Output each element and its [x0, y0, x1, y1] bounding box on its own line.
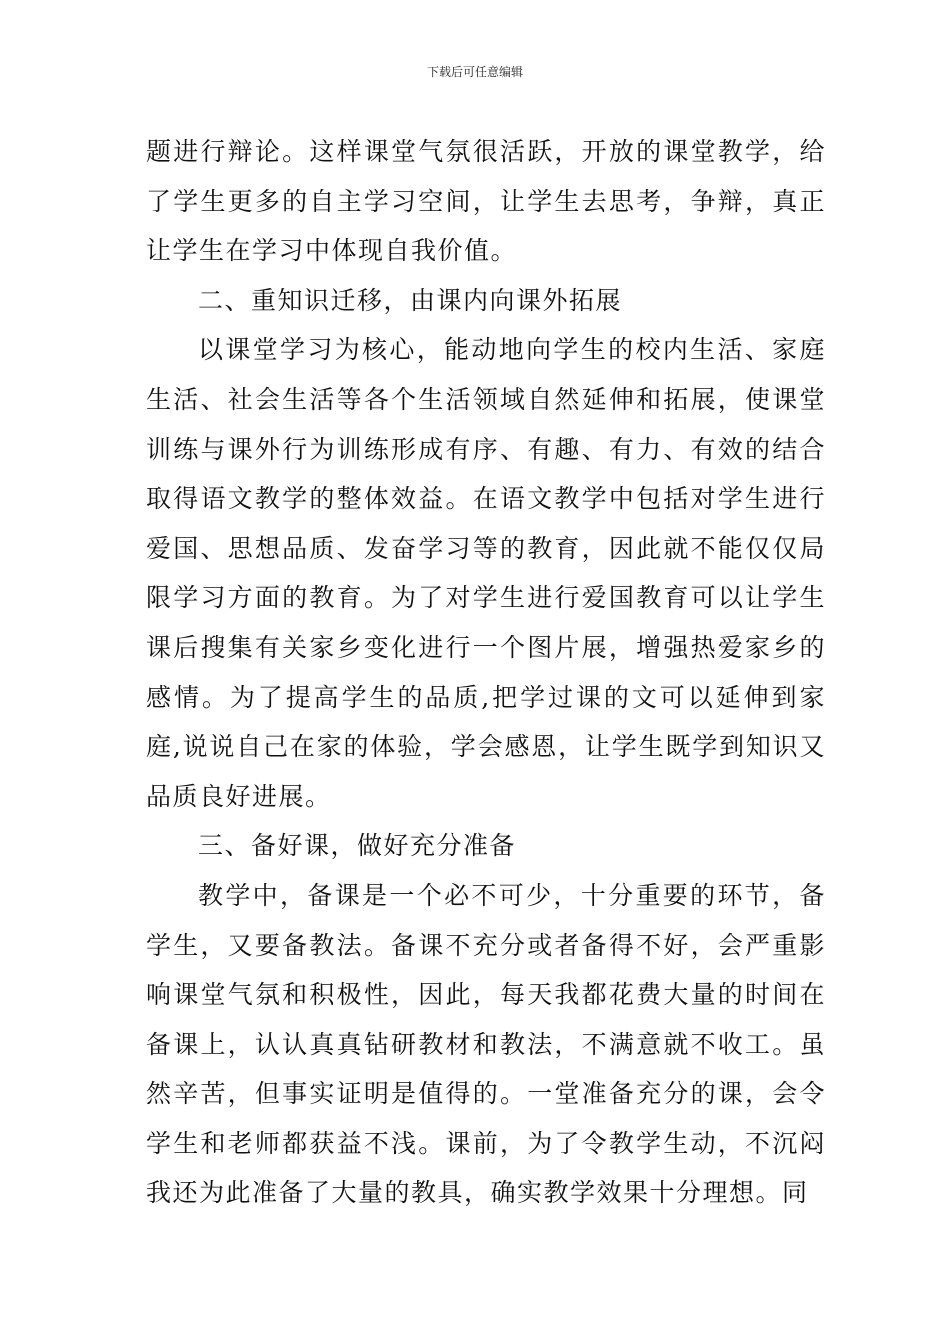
page-header: 下载后可任意编辑 [426, 65, 523, 79]
paragraph-knowledge-transfer: 以课堂学习为核心，能动地向学生的校内生活、家庭生活、社会生活等各个生活领域自然延伸和拓展，使课堂训练与课外行为训练形成有序、有趣、有力、有效的结合取得语文教学的整体效益。在语文教学中包括对学生进行爱国、思想品质、发奋学习等的教育，因此就不能仅仅局限学习方面的教育。为了对学生进行爱国教育可以让学生课后搜集有关家乡变化进行一个图片展，增强热爱家乡的感情。为了提高学生的品质,把学过课的文可以延伸到家庭,说说自己在家的体验，学会感恩，让学生既学到知识又品质良好进展。 [146, 335, 826, 811]
section-heading-2: 二、重知识迁移，由课内向课外拓展 [198, 285, 623, 315]
section-heading-3: 三、备好课，做好充分准备 [198, 831, 517, 861]
document-body [146, 127, 826, 1218]
paragraph-continuation: 题进行辩论。这样课堂气氛很活跃，开放的课堂教学，给了学生更多的自主学习空间，让学生去思考，争辩，真正让学生在学习中体现自我价值。 [146, 137, 826, 266]
paragraph-lesson-preparation: 教学中，备课是一个必不可少，十分重要的环节，备学生，又要备教法。备课不充分或者备得不好，会严重影响课堂气氛和积极性，因此，每天我都花费大量的时间在备课上，认认真真钻研教材和教法，不满意就不收工。虽然辛苦，但事实证明是值得的。一堂准备充分的课，会令学生和老师都获益不浅。课前，为了令教学生动，不沉闷我还为此准备了大量的教具，确实教学效果十分理想。同 [146, 880, 826, 1208]
